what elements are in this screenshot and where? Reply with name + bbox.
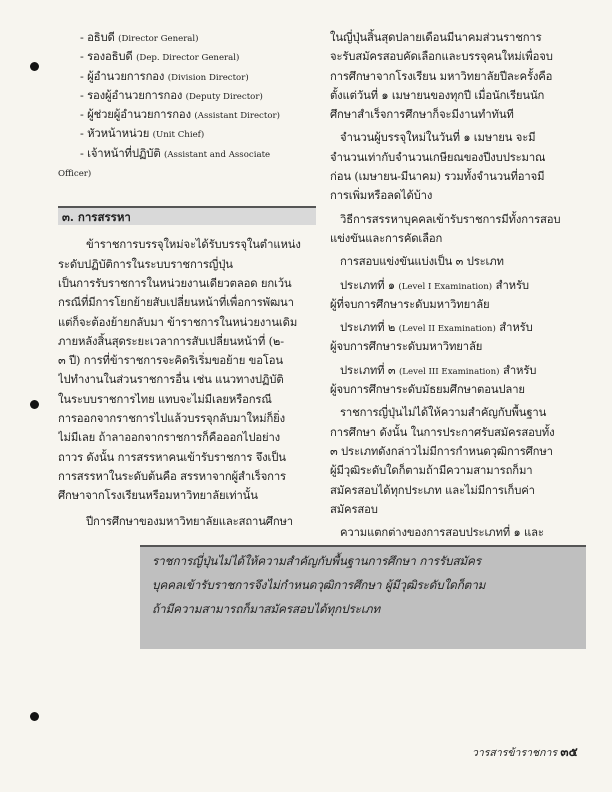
page-footer	[472, 743, 584, 762]
list-item: - เจ้าหน้าที่ปฏิบัติ (Assistant and Associate	[80, 146, 271, 160]
text-line: แข่งขันและการคัดเลือก	[330, 231, 443, 245]
paragraph	[330, 28, 584, 124]
text-line: จำนวนเท่ากับจำนวนเกษียณของปีงบประมาณ	[330, 150, 546, 164]
text-line: ถาวร ดังนั้น การสรรหาคนเข้ารับราชการ จึงเป็น	[58, 450, 286, 464]
text-line: ปีการศึกษาของมหาวิทยาลัยและสถานศึกษา	[86, 514, 294, 528]
text-line: จำนวนผู้บรรจุใหม่ในวันที่ ๑ เมษายน จะมี	[340, 131, 536, 145]
pull-quote-text	[152, 549, 578, 621]
text-line: ศึกษาสำเร็จการศึกษาก็จะมีงานทำทันที	[330, 108, 514, 122]
text-line: เป็นการรับราชการในหน่วยงานเดียวตลอด ยกเว้น	[58, 276, 292, 290]
text-line: ถ้ามีความสามารถก็มาสมัครสอบได้ทุกประเภท	[152, 602, 380, 616]
page-number: ๓๕	[560, 745, 578, 759]
text-line: ภายหลังสิ้นสุดระยะเวลาการสับเปลี่ยนหน้าที่ (๒-	[58, 334, 284, 348]
text-line: สมัครสอบได้ทุกประเภท และไม่มีการเก็บค่า	[330, 483, 535, 497]
right-column	[330, 28, 584, 542]
paragraph	[330, 252, 584, 271]
text-line: ราชการญี่ปุ่นไม่ได้ให้ความสำคัญกับพื้นฐาน	[340, 406, 547, 420]
text-line: ไม่มีเลย ถ้าลาออกจากราชการก็คือออกไปอย่าง	[58, 431, 281, 445]
list-item: - รองอธิบดี (Dep. Director General)	[80, 50, 240, 64]
list-item: - รองผู้อำนวยการกอง (Deputy Director)	[80, 88, 263, 102]
text-line: การศึกษา ดังนั้น ในการประกาศรับสมัครสอบทั้ง	[330, 425, 555, 439]
text-line: การเพิ่มหรือลดได้บ้าง	[330, 189, 433, 203]
text-line: ผู้จบการศึกษาระดับมัธยมศึกษาตอนปลาย	[330, 383, 525, 397]
text-line: การสอบแข่งขันแบ่งเป็น ๓ ประเภท	[340, 255, 504, 269]
paragraph	[330, 128, 584, 205]
exam-type-item	[330, 276, 584, 315]
text-line: ระดับปฏิบัติการในระบบราชการญี่ปุ่น	[58, 257, 233, 271]
text-line: ผู้มีวุฒิระดับใดก็ตามถ้ามีความสามารถก็มา	[330, 464, 533, 478]
list-item-continuation: Officer)	[58, 169, 92, 180]
exam-type-item	[330, 361, 584, 400]
text-line: บุคคลเข้ารับราชการจึงไม่กำหนดวุฒิการศึกษา ผู้มีวุฒิระดับใดก็ตาม	[152, 578, 486, 592]
binder-hole-bottom	[30, 712, 39, 721]
paragraph	[330, 523, 584, 542]
text-line: แต่ก็จะต้องย้ายกลับมา ข้าราชการในหน่วยงานเดิม	[58, 315, 298, 329]
list-item: - ผู้ช่วยผู้อำนวยการกอง (Assistant Director)	[80, 108, 280, 122]
position-list	[58, 28, 316, 182]
text-line: วิธีการสรรหาบุคคลเข้ารับราชการมีทั้งการสอบ	[340, 212, 561, 226]
text-line: ตั้งแต่วันที่ ๑ เมษายนของทุกปี เมื่อนักเรียนนัก	[330, 88, 545, 102]
left-column	[58, 28, 316, 531]
text-line: ความแตกต่างของการสอบประเภทที่ ๑ และ	[340, 526, 544, 540]
exam-type-item	[330, 318, 584, 357]
pull-quote	[140, 545, 586, 649]
text-line: การศึกษาจากโรงเรียน มหาวิทยาลัยปีละครั้งคือ	[330, 69, 553, 83]
list-item: - อธิบดี (Director General)	[80, 31, 199, 44]
text-line: กรณีที่มีการโยกย้ายสับเปลี่ยนหน้าที่เพื่อการพัฒนา	[58, 296, 294, 310]
binder-hole-middle	[30, 400, 39, 409]
text-line: ๓ ประเภทดังกล่าวไม่มีการกำหนดวุฒิการศึกษา	[330, 444, 553, 458]
text-line: ผู้จบการศึกษาระดับมหาวิทยาลัย	[330, 340, 483, 354]
text-line: ประเภทที่ ๑ (Level I Examination) สำหรับ	[340, 278, 529, 292]
text-line: ก่อน (เมษายน-มีนาคม) รวมทั้งจำนวนที่อาจมี	[330, 170, 545, 184]
text-line: ประเภทที่ ๓ (Level III Examination) สำหรับ	[340, 363, 537, 377]
text-line: ประเภทที่ ๒ (Level II Examination) สำหรับ	[340, 321, 533, 335]
paragraph	[330, 210, 584, 249]
binder-hole-top	[30, 62, 39, 71]
text-line: สมัครสอบ	[330, 502, 378, 516]
text-line: ๓ ปี) การที่ข้าราชการจะคิดริเริ่มขอย้าย ขอโอน	[58, 354, 283, 368]
text-line: ผู้ที่จบการศึกษาระดับมหาวิทยาลัย	[330, 297, 490, 311]
text-line: ราชการญี่ปุ่นไม่ได้ให้ความสำคัญกับพื้นฐานการศึกษา การรับสมัคร	[152, 554, 481, 568]
text-line: ในระบบราชการไทย แทบจะไม่มีเลยหรือกรณี	[58, 392, 272, 406]
text-line: การสรรหาในระดับต้นคือ สรรหาจากผู้สำเร็จการ	[58, 469, 286, 483]
text-line: ไปทำงานในส่วนราชการอื่น เช่น แนวทางปฏิบัติ	[58, 373, 284, 387]
text-line: ข้าราชการบรรจุใหม่จะได้รับบรรจุในตำแหน่ง	[86, 238, 301, 252]
text-line: จะรับสมัครสอบคัดเลือกและบรรจุคนใหม่เพื่อจบ	[330, 50, 553, 64]
text-line: ศึกษาจากโรงเรียนหรือมหาวิทยาลัยเท่านั้น	[58, 489, 258, 503]
list-item: - ผู้อำนวยการกอง (Division Director)	[80, 69, 249, 83]
paragraph	[330, 403, 584, 519]
text-line: ในญี่ปุ่นสิ้นสุดปลายเดือนมีนาคมส่วนราชการ	[330, 31, 542, 44]
text-line: การออกจากราชการไปแล้วบรรจุกลับมาใหม่ก็ยิ่ง	[58, 412, 285, 426]
recruitment-paragraph	[58, 235, 316, 530]
pull-quote-rule	[140, 545, 586, 547]
section-heading: ๓. การสรรหา	[58, 206, 316, 225]
list-item: - หัวหน้าหน่วย (Unit Chief)	[80, 127, 205, 141]
journal-title: วารสารข้าราชการ	[472, 747, 558, 759]
